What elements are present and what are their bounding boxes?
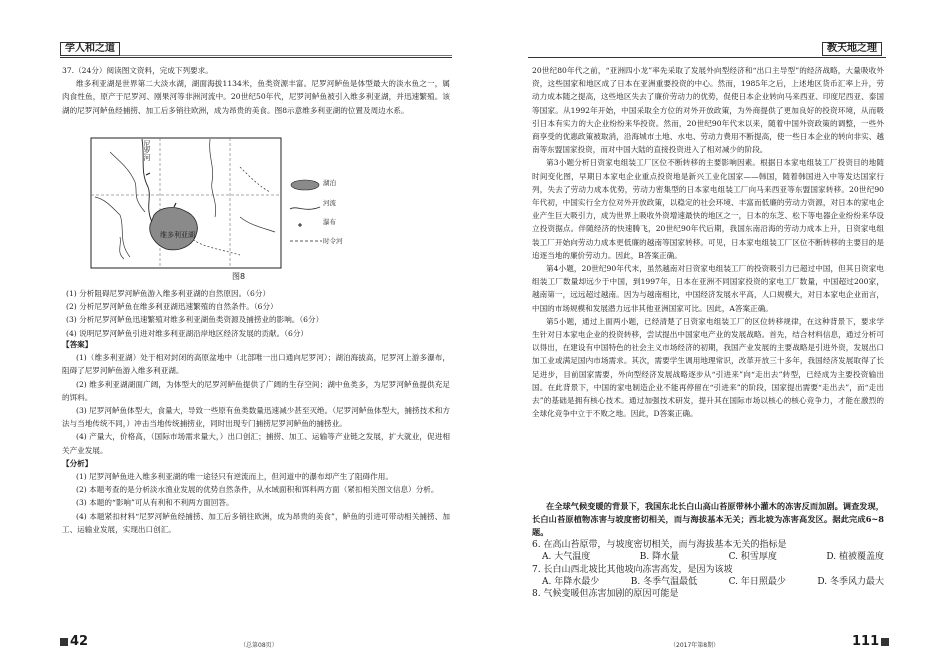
- subquestion-4: (4) 说明尼罗河鲈鱼引进对维多利亚湖沿岸地区经济发展的贡献。（6分）: [66, 328, 309, 338]
- q6-option-a[interactable]: A. 大气温度: [542, 552, 591, 563]
- q7-option-c[interactable]: C. 年日照最少: [728, 576, 786, 587]
- map-label-nile: 尼罗河: [143, 140, 151, 161]
- left-page-number: 42: [58, 634, 88, 649]
- left-footer: （总第08页）: [240, 642, 278, 649]
- legend-river-symbol: [290, 207, 320, 209]
- right-header-rule: [528, 57, 886, 58]
- question-6-stem: 6. 在高山苔原带，与坡度密切相关，而与海拔基本无关的指标是: [532, 540, 787, 550]
- right-header: [822, 42, 882, 56]
- right-footer: （2017年第8期）: [670, 642, 720, 649]
- question-8-stem: 8. 气候变暖但冻害加剧的原因可能是: [532, 589, 679, 600]
- q7-option-a[interactable]: A. 年降水最少: [542, 576, 600, 587]
- figure-caption: 图8: [232, 272, 246, 281]
- question-6-options: [532, 551, 884, 563]
- answer-2: (2) 维多利亚湖湖面广阔，为体型大的尼罗河鲈鱼提供了广阔的生存空间；湖中鱼类多，为尼罗河鲈鱼提供充足的饵料。: [62, 379, 450, 402]
- legend-waterfall-symbol: [298, 223, 302, 227]
- legend-lake-label: 湖泊: [323, 179, 336, 187]
- analysis-title: 【分析】: [62, 458, 93, 468]
- right-paragraph-1: 20世纪80年代之前，“亚洲四小龙”率先采取了发展外向型经济和“出口主导型”的经济战略，大量吸收外资，这些国家和地区成了日本在亚洲重要投资的中心。然而，1985年之后，上述地区货币汇率上升，劳动力成本随之提高，这些地区失去了廉价劳动力的优势，促使日本企业转向马来西亚、印度尼西亚、泰国等国家。从1992年开始，中国采取全方位的对外开放政策，为外商提供了更加良好的投资环境，从而吸引日本有实力的大企业纷纷来华投资。然而，20世纪90年代末以来，随着中国外资政策的调整，一些外商享受的优惠政策被取消，沿海城市土地、水电、劳动力费用不断提高，使一些日本企业的转向非实、越南等东盟国家投资，而对中国大陆的直接投资进入了相对减少的阶段。: [532, 66, 884, 155]
- answer-title: 【答案】: [62, 340, 93, 349]
- right-paragraph-4: 第5小题，通过上面两小题，已经清楚了日资家电组装工厂的区位转移规律，在这种背景下，要求学生针对日本家电企业的投资转移，尝试提出中国家电产业的发展战略。首先，结合材料信息，通过分析可以得出，在建设有中国特色的社会主义市场经济的初期，我国产业发展的主要战略是引进外资，发展出口加工业或满足国内市场需求。其次，需要学生调用地理常识，改革开放三十多年，我国经济发展取得了长足进步，目前国家需要，外向型经济发展战略逐步从“引进来”向“走出去”转型，已经成为主要投资输出国。在此背景下，中国的家电制造企业不能再停留在“引进来”的阶段，国家提出需要“走出去”，而“走出去”的基础是拥有核心技术。通过加强技术研发，提升其在国际市场以核心的核心竞争力，才能在激烈的全球化竞争中立于不败之地。因此，D答案正确。: [532, 316, 884, 419]
- question-6-8-intro: 在全球气候变暖的背景下，我国东北长白山高山苔原带林小灌木的冻害反而加剧。调查发现，长白山苔原植物冻害与坡度密切相关，而与海拔基本无关；西北坡为冻害高发区。据此完成6~8题。: [532, 501, 884, 537]
- question-7-stem: 7. 长白山西北坡比其他坡向冻害高发，是因为该坡: [532, 564, 733, 575]
- right-paragraph-2: 第3小题分析日资家电组装工厂区位不断转移的主要影响因素。根据日本家电组装工厂投资目的地随时间变化图，早期日本家电企业重点投资地是新兴工业化国家——韩国，随着韩国进入中等发达国家行列，失去了劳动力成本优势，劳动力密集型的日本家电组装工厂向马来西亚等东盟国家转移。20世纪90年代初，中国实行全方位对外开放政策，以稳定的社会环境、丰富而低廉的劳动力资源，对日本的家电企业产生巨大吸引力，成为世界上吸收外资增速最快的地区之一，日本的东芝、松下等电器企业纷纷来华设立投资据点。伴随经济的快速腾飞，20世纪90年代后期，我国东南沿海的劳动力成本上升，日资家电组装工厂开始向劳动力成本更低廉的越南等国家转移。可见，日本家电组装工厂区位不断转移的主要目的是追逐当地的廉价劳动力。因此，B答案正确。: [532, 158, 884, 260]
- question-37-material: 维多利亚湖是世界第二大淡水湖，湖面海拔1134米，鱼类资源丰富。尼罗河鲈鱼是体型最大的淡水鱼之一，属肉食性鱼，原产于尼罗河、刚果河等非洲河流中。20世纪50年代，尼罗河鲈鱼被引入维多利亚湖，并迅速繁殖。该湖的尼罗河鲈鱼经捕捞、加工后多销往欧洲，成为昂贵的美食。图8示意维多利亚湖的位置及周边水系。: [62, 79, 450, 115]
- answer-section: [62, 338, 450, 536]
- q6-option-b[interactable]: B. 降水量: [639, 552, 680, 563]
- legend-waterfall-label: 瀑布: [323, 218, 336, 226]
- q6-option-c[interactable]: C. 积雪厚度: [728, 552, 777, 563]
- question-37-title: 37.（24分）阅读图文资料，完成下列要求。: [62, 66, 213, 75]
- answer-4: (4) 产量大，价格高，（国际市场需求量大，）出口创汇；捕捞、加工、运输等产业链之发展，扩大就业，促进相关产业发展。: [62, 432, 450, 455]
- questions-6-8: [532, 500, 884, 600]
- page-number-block-icon: [60, 638, 68, 646]
- right-header-label: 教天地之理: [822, 42, 882, 56]
- analysis-4: (4) 本题紧扣材料“尼罗河鲈鱼经捕捞、加工后多销往欧洲，成为昂贵的美食”，鲈鱼的引进可带动相关捕捞、加工、运输业发展，实现出口创汇。: [62, 511, 450, 534]
- question-37-intro: [62, 64, 450, 117]
- right-paragraph-3: 第4小题，20世纪90年代末，虽然越南对日资家电组装工厂的投资吸引力已超过中国，但其日资家电组装工厂数量却远少于中国，到1997年，日本在亚洲不同国家投资的家电工厂数量，中国超过200家，越南第一，远远超过越南。因为与越南相比，中国经济发展水平高，人口规模大，对日本家电企业而言，中国的市场规模和发展潜力远非其他亚洲国家可比。因此，A答案正确。: [532, 264, 884, 313]
- right-explanation-text: [532, 64, 884, 420]
- legend-river-label: 河流: [323, 199, 336, 207]
- legend-seasonal-river-label: 时令河: [323, 237, 343, 245]
- answer-3: (3) 尼罗河鲈鱼体型大，食量大，导致一些原有鱼类数量迅速减少甚至灭绝。（尼罗河鲈鱼体型大，捕捞技术和方法与当地传统不同，）冲击当地传统捕捞业，同时出现专门捕捞尼罗河鲈鱼的捕捞业。: [62, 406, 450, 429]
- page-number-block-icon: [881, 638, 889, 646]
- question-7-options: [532, 576, 884, 588]
- left-header: [60, 42, 120, 56]
- q6-option-d[interactable]: D. 植被覆盖度: [826, 552, 884, 563]
- subquestion-3: (3) 分析尼罗河鲈鱼迅速繁殖对维多利亚湖鱼类资源及捕捞业的影响。（6分）: [66, 315, 324, 325]
- q7-option-b[interactable]: B. 冬季气温最低: [630, 576, 698, 587]
- left-header-rule: [60, 57, 452, 58]
- question-37-subquestions: [62, 287, 450, 340]
- map-label-lake: 维多利亚湖: [160, 231, 195, 239]
- analysis-3: (3) 本题的“影响”可从有利和不利两方面回答。: [76, 498, 234, 508]
- analysis-1: (1) 尼罗河鲈鱼进入维多利亚湖的唯一途径只有逆流而上，但河道中的瀑布却产生了阻碍作用。: [76, 472, 393, 482]
- answer-1: (1)（维多利亚湖）处于相对封闭的高原盆地中（北部唯一出口通向尼罗河）；湖泊海拔高，尼罗河上游多瀑布，阻碍了尼罗河鲈鱼游入维多利亚湖。: [62, 353, 450, 376]
- q7-option-d[interactable]: D. 冬季风力最大: [817, 576, 884, 587]
- victoria-lake-shape: [150, 208, 198, 250]
- legend-lake-symbol: [291, 180, 319, 190]
- subquestion-2: (2) 分析尼罗河鲈鱼在维多利亚湖迅速繁殖的自然条件。（6分）: [66, 302, 278, 312]
- analysis-2: (2) 本题考查的是分析淡水渔业发展的优势自然条件，从水域面积和饵料两方面（紧扣相关图文信息）分析。: [76, 485, 439, 495]
- left-header-label: 学人和之道: [60, 42, 120, 56]
- subquestion-1: (1) 分析阻碍尼罗河鲈鱼游入维多利亚湖的自然原因。（6分）: [66, 289, 271, 298]
- right-page-number: 111: [852, 634, 891, 649]
